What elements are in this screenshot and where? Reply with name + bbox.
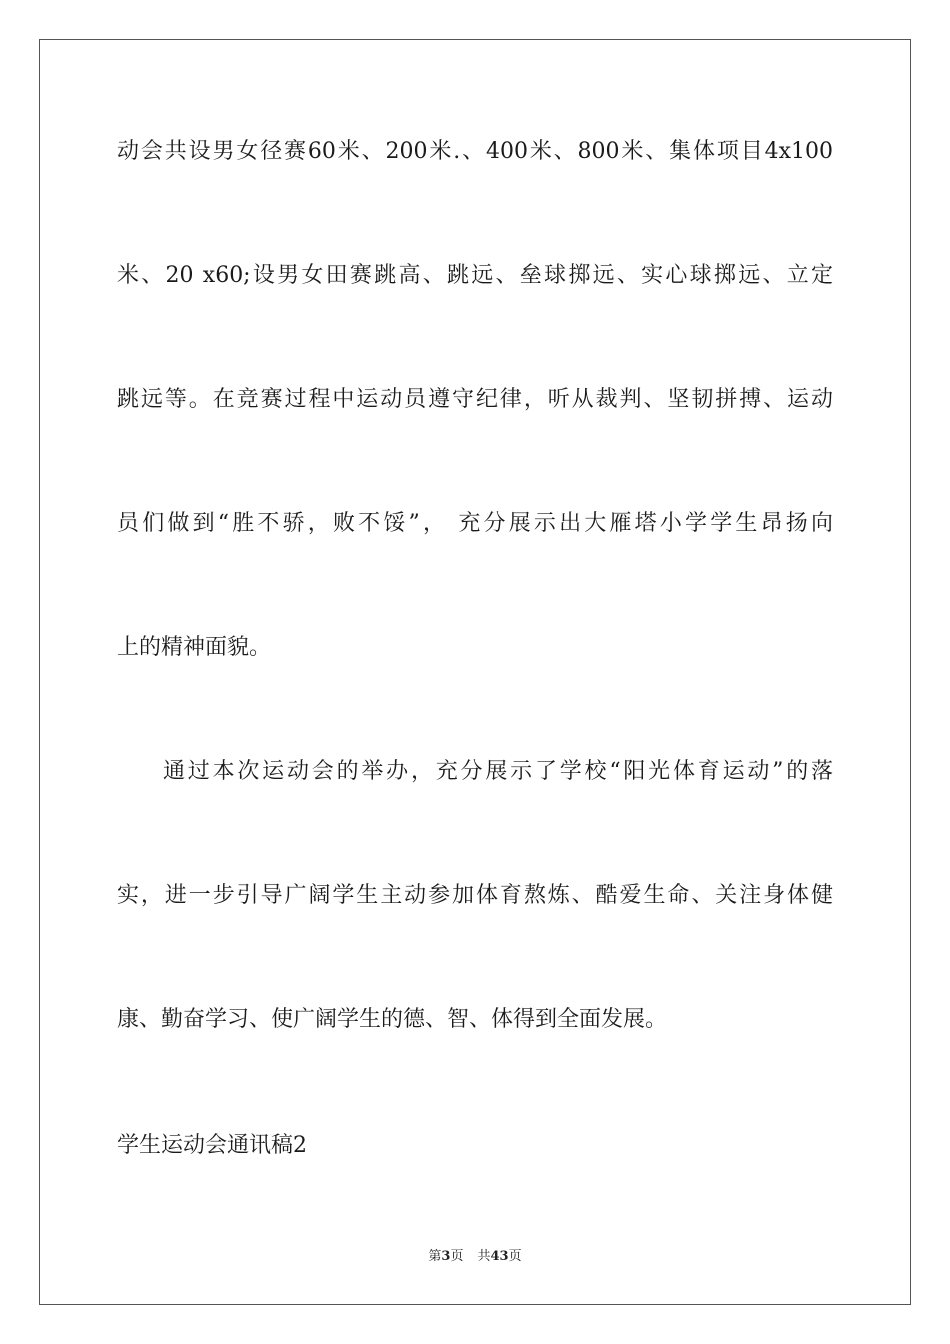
body-line-3: 跳远等。在竞赛过程中运动员遵守纪律，听从裁判、坚韧拼搏、运动 xyxy=(117,387,833,412)
footer-total-prefix: 共 xyxy=(477,1249,491,1264)
body-line-7: 实，进一步引导广阔学生主动参加体育熬炼、酷爱生命、关注身体健 xyxy=(117,883,833,908)
page-border xyxy=(39,39,911,1305)
page-footer xyxy=(0,1248,950,1266)
footer-page-suffix: 页 xyxy=(450,1249,464,1264)
total-pages-number: 43 xyxy=(490,1249,509,1264)
body-line-5: 上的精神面貌。 xyxy=(117,635,272,660)
body-line-2: 米、20 x60;设男女田赛跳高、跳远、垒球掷远、实心球掷远、立定 xyxy=(117,263,833,288)
footer-prefix: 第 xyxy=(428,1249,442,1264)
footer-total-suffix: 页 xyxy=(508,1249,522,1264)
current-page-number: 3 xyxy=(441,1249,451,1264)
section-heading: 学生运动会通讯稿2 xyxy=(117,1133,307,1158)
body-line-1: 动会共设男女径赛60米、200米.、400米、800米、集体项目4x100 xyxy=(117,139,833,164)
body-line-4: 员们做到“胜不骄，败不馁”， 充分展示出大雁塔小学学生昂扬向 xyxy=(117,511,833,536)
body-line-6: 通过本次运动会的举办，充分展示了学校“阳光体育运动”的落 xyxy=(163,759,833,784)
body-line-8: 康、勤奋学习、使广阔学生的德、智、体得到全面发展。 xyxy=(117,1007,668,1032)
